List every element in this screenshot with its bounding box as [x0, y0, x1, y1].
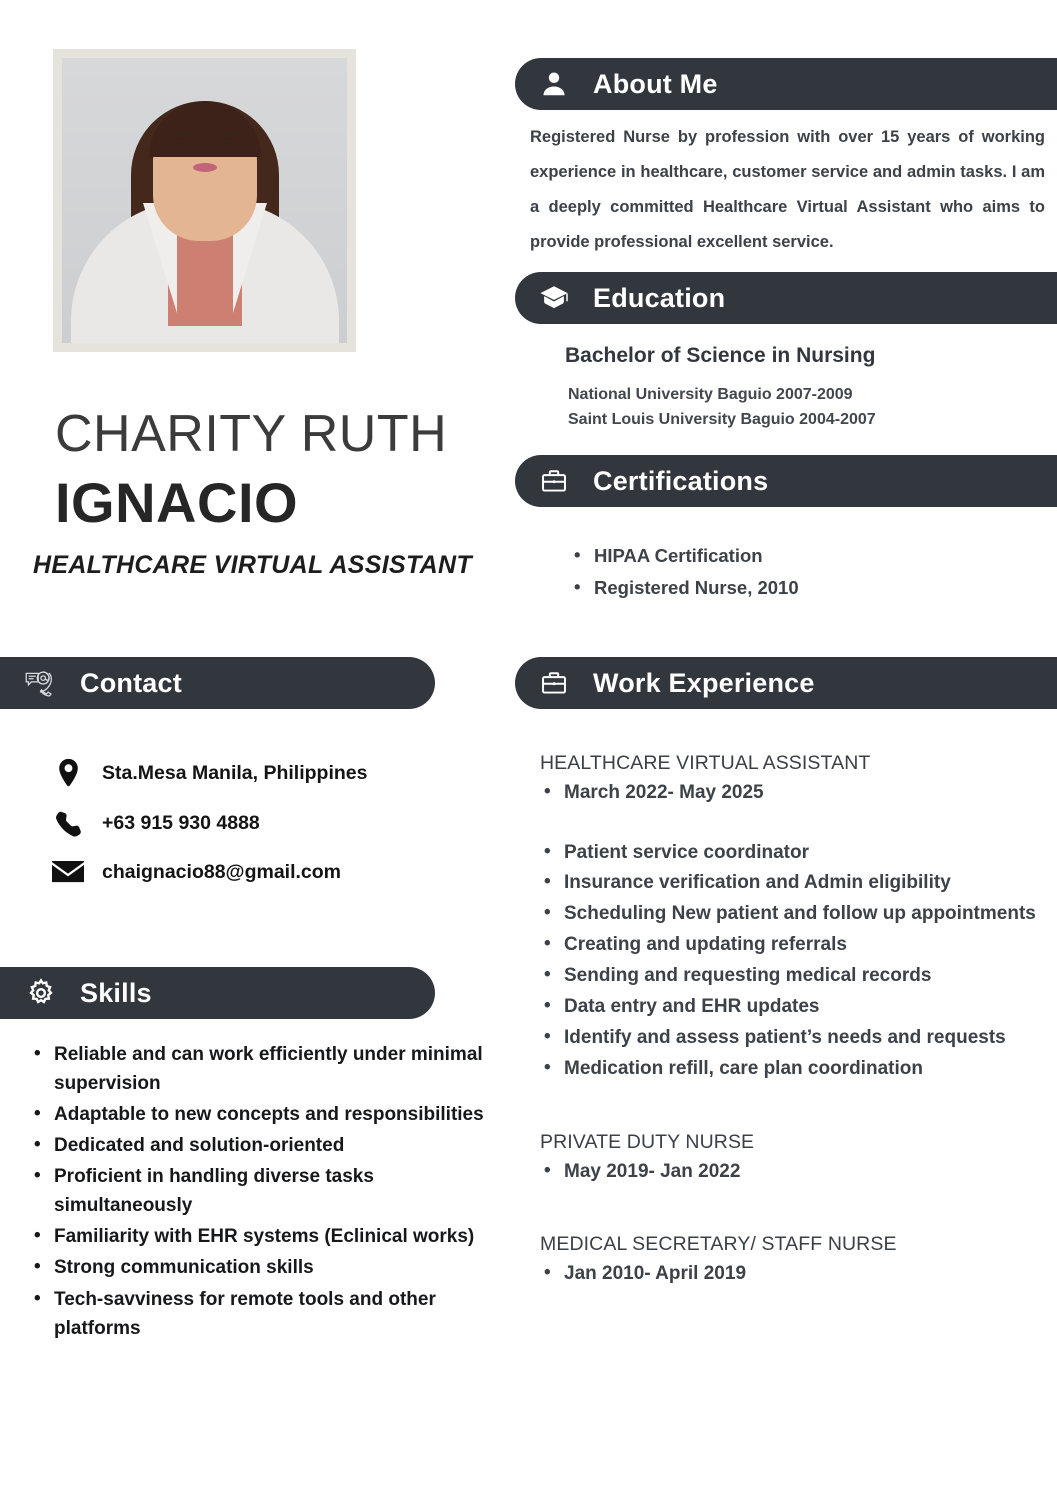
briefcase-icon [537, 464, 571, 498]
list-item: • Reliable and can work efficiently under minimal supervision [30, 1040, 505, 1098]
contact-value: Sta.Mesa Manila, Philippines [102, 761, 368, 784]
contact-row-location [48, 758, 468, 788]
list-item: • Dedicated and solution-oriented [30, 1131, 505, 1160]
section-header-skills [0, 967, 435, 1019]
contact-list [48, 758, 468, 906]
section-title: About Me [593, 68, 718, 99]
list-item: • Identify and assess patient’s needs and requests [540, 1023, 1050, 1054]
list-item: • Adaptable to new concepts and responsibilities [30, 1100, 505, 1129]
list-item: • March 2022- May 2025 [540, 779, 1050, 808]
contact-at-phone-icon [24, 666, 58, 700]
section-header-certifications [515, 455, 1057, 507]
list-item: • Scheduling New patient and follow up appointments [540, 899, 1050, 930]
work-entry-title: HEALTHCARE VIRTUAL ASSISTANT [540, 752, 871, 774]
list-item: • Insurance verification and Admin eligibility [540, 868, 1050, 899]
education-school: National University Baguio 2007-2009 [568, 386, 853, 403]
list-item: • Tech-savviness for remote tools and other platforms [30, 1285, 505, 1343]
graduation-cap-icon [537, 281, 571, 315]
gear-icon [24, 976, 58, 1010]
contact-row-phone [48, 809, 468, 838]
contact-row-email [48, 859, 468, 885]
list-item: • Creating and updating referrals [540, 930, 1050, 961]
list-item: • May 2019- Jan 2022 [540, 1158, 1050, 1187]
section-header-work-experience [515, 657, 1057, 709]
section-header-contact [0, 657, 435, 709]
work-experience-list [540, 752, 1050, 1288]
list-item: • Jan 2010- April 2019 [540, 1260, 1050, 1289]
list-item: • Strong communication skills [30, 1253, 505, 1282]
certifications-list [570, 540, 1000, 604]
section-header-education [515, 272, 1057, 324]
section-title: Skills [80, 977, 152, 1008]
work-entry [540, 1131, 1050, 1187]
person-icon [537, 67, 571, 101]
first-name: CHARITY RUTH [55, 405, 448, 463]
work-entry [540, 1233, 1050, 1289]
work-entry-dates [540, 779, 1050, 808]
work-entry-dates [540, 1260, 1050, 1289]
list-item: • Familiarity with EHR systems (Eclinical works) [30, 1222, 505, 1251]
briefcase-icon [537, 666, 571, 700]
work-entry [540, 752, 1050, 1085]
work-entry-dates [540, 1158, 1050, 1187]
list-item: • Registered Nurse, 2010 [570, 572, 1000, 604]
list-item: • Sending and requesting medical records [540, 961, 1050, 992]
work-entry-duties [540, 838, 1050, 1086]
location-pin-icon [48, 758, 88, 788]
avatar [62, 58, 347, 343]
list-item: • Data entry and EHR updates [540, 992, 1050, 1023]
skills-list [30, 1040, 505, 1345]
phone-icon [48, 809, 88, 838]
job-role-subtitle: HEALTHCARE VIRTUAL ASSISTANT [33, 551, 472, 579]
contact-value: chaignacio88@gmail.com [102, 860, 342, 883]
list-item: • Medication refill, care plan coordination [540, 1054, 1050, 1085]
envelope-icon [48, 859, 88, 885]
work-entry-title: PRIVATE DUTY NURSE [540, 1131, 755, 1154]
about-me-text: Registered Nurse by profession with over 15 years of working experience in healthcare, customer service and admin tasks. I am a deeply committed Healthcare Virtual Assistant who aims to provide professional excellent service. [530, 128, 1045, 251]
last-name: IGNACIO [55, 471, 299, 534]
profile-photo-frame [53, 49, 356, 352]
section-title: Certifications [593, 465, 769, 496]
list-item: • HIPAA Certification [570, 540, 1000, 572]
list-item: • Proficient in handling diverse tasks simultaneously [30, 1162, 505, 1220]
list-item: • Patient service coordinator [540, 838, 1050, 869]
section-header-about-me [515, 58, 1057, 110]
work-entry-title: MEDICAL SECRETARY/ STAFF NURSE [540, 1232, 897, 1255]
contact-value: +63 915 930 4888 [102, 812, 260, 834]
education-schools [568, 383, 876, 433]
education-degree: Bachelor of Science in Nursing [565, 344, 876, 367]
education-school: Saint Louis University Baguio 2004-2007 [568, 410, 876, 428]
section-title: Contact [80, 667, 182, 698]
section-title: Work Experience [593, 667, 815, 698]
section-title: Education [593, 282, 726, 313]
